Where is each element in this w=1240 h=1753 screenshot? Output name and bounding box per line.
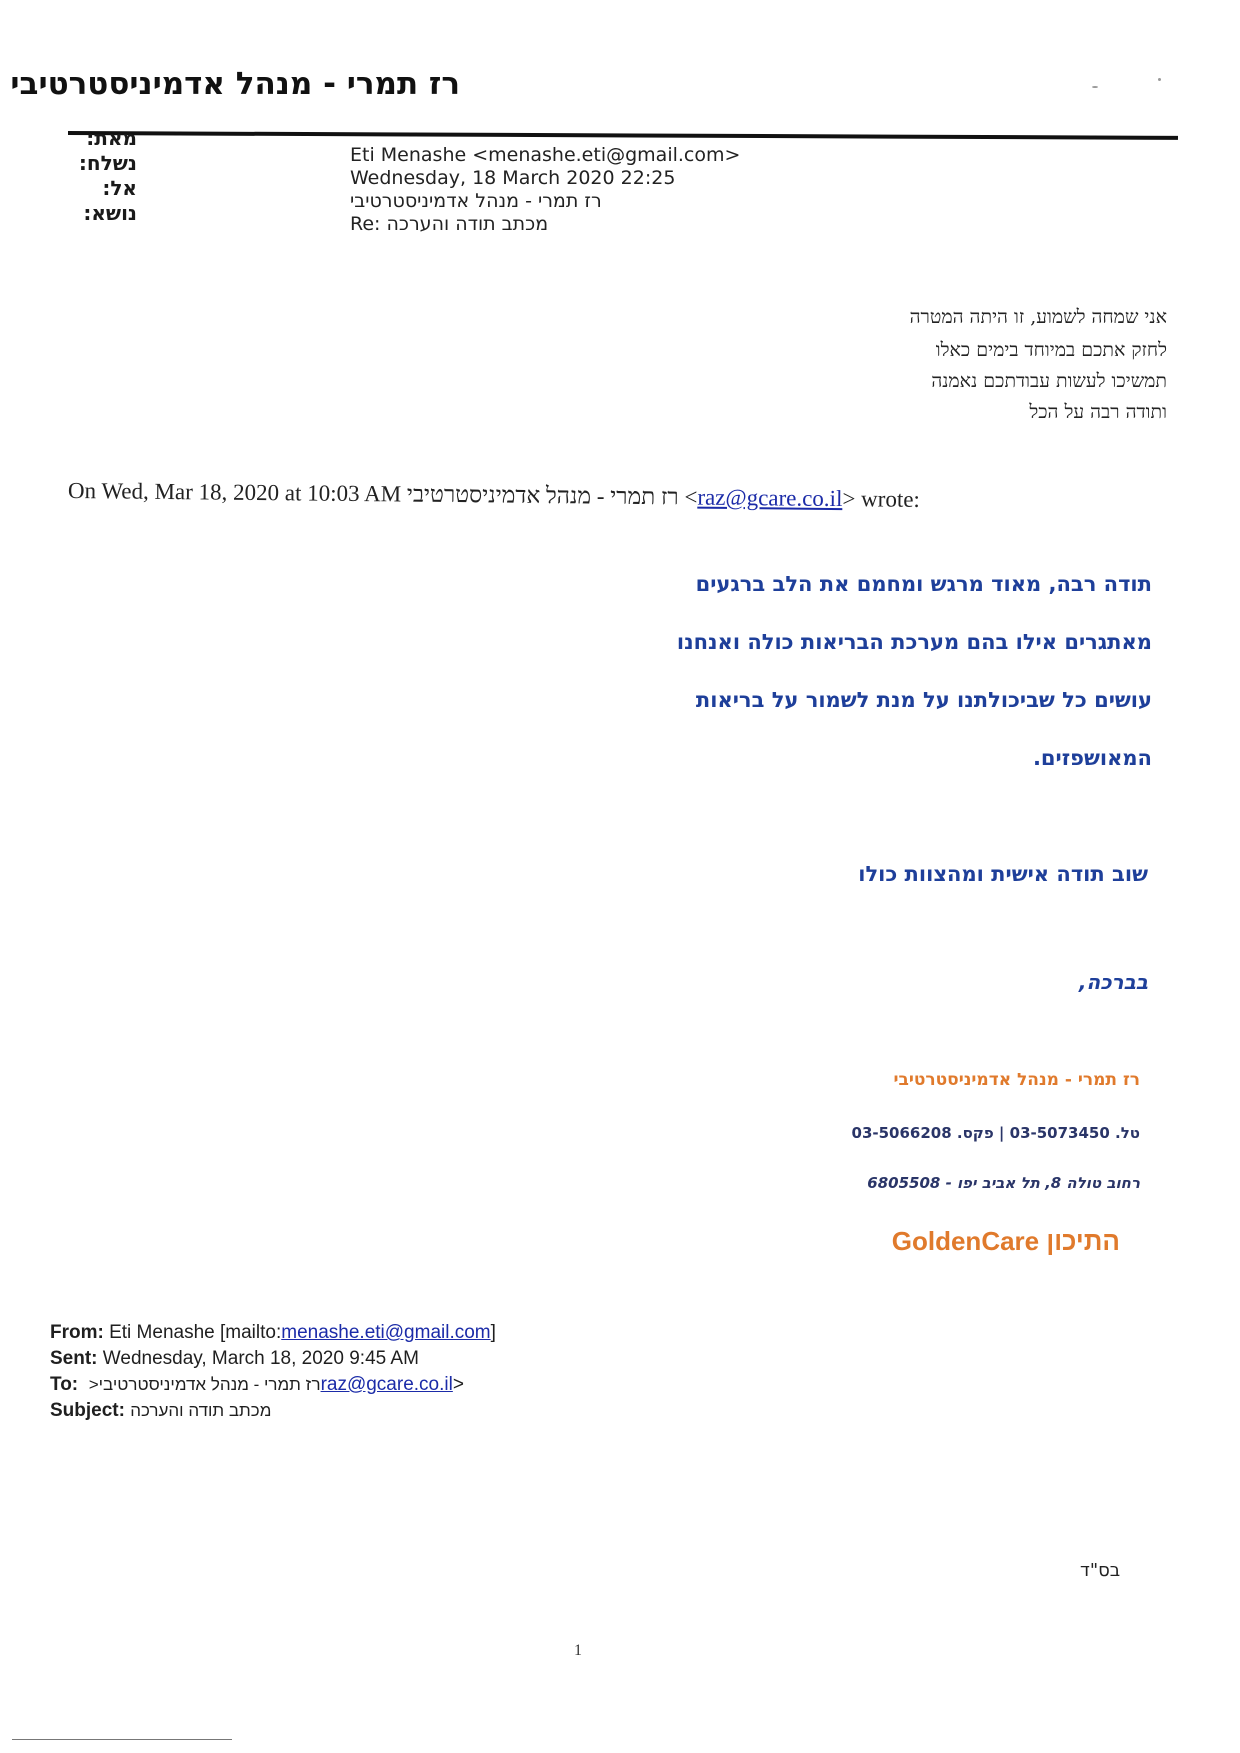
bottom-divider — [12, 1739, 232, 1740]
original-from-name: Eti Menashe [mailto: — [109, 1322, 282, 1343]
original-to-close: > — [452, 1374, 464, 1395]
from-value: Eti Menashe <menashe.eti@gmail.com> — [350, 144, 741, 166]
original-sent-value: Wednesday, March 18, 2020 9:45 AM — [102, 1348, 419, 1369]
original-from-label: From: — [50, 1322, 104, 1343]
to-label: אל: — [102, 176, 137, 200]
original-sent — [50, 1348, 419, 1370]
reply-line: ותודה רבה על הכל — [1029, 401, 1167, 423]
quoted-line: המאושפזים. — [1032, 746, 1152, 770]
quoted-sender-email-link[interactable]: raz@gcare.co.il — [697, 484, 843, 512]
original-to-label: To: — [50, 1374, 79, 1395]
original-to-email-link[interactable]: raz@gcare.co.il — [320, 1374, 453, 1395]
page-title: רז תמרי - מנהל אדמיניסטרטיבי — [10, 66, 460, 102]
to-value: רז תמרי - מנהל אדמיניסטרטיבי — [350, 190, 602, 212]
original-subject-value: מכתב תודה והערכה — [130, 1401, 272, 1420]
thanks-line: שוב תודה אישית ומהצוות כולו — [858, 862, 1148, 886]
original-subject-label: Subject: — [50, 1400, 125, 1421]
subject-value: Re: מכתב תודה והערכה — [350, 213, 549, 235]
original-to-name: רז תמרי - מנהל אדמיניסטרטיבי< — [88, 1375, 321, 1394]
reply-line: אני שמחה לשמוע, זו היתה המטרה — [909, 306, 1167, 328]
page-number: 1 — [574, 1642, 582, 1659]
scan-speck — [1092, 86, 1098, 88]
original-subject — [50, 1400, 271, 1422]
quoted-line: עושים כל שביכולתנו על מנת לשמור על בריאות — [695, 688, 1152, 712]
original-sent-label: Sent: — [50, 1348, 98, 1369]
reply-line: תמשיכו לעשות עבודתכם נאמנה — [931, 370, 1167, 392]
goldencare-logo: GoldenCare התיכון — [891, 1226, 1120, 1256]
signature-phone: טל. 03-5073450 | פקס. 03-5066208 — [851, 1124, 1140, 1142]
subject-label: נושא: — [83, 201, 137, 225]
signature-address: רחוב טולה 8, תל אביב יפו - 6805508 — [867, 1174, 1140, 1192]
quoted-line: תודה רבה, מאוד מרגש ומחמם את הלב ברגעים — [695, 572, 1152, 596]
original-from — [50, 1322, 496, 1344]
regards: בברכה, — [1078, 970, 1148, 994]
bsd-mark: בס"ד — [1080, 1560, 1121, 1581]
original-from-close: ] — [490, 1322, 496, 1343]
from-label: מאת: — [86, 126, 137, 150]
scan-speck — [1158, 78, 1161, 81]
quoted-intro-suffix: > wrote: — [842, 486, 921, 512]
signature-name: רז תמרי - מנהל אדמיניסטרטיבי — [893, 1070, 1140, 1090]
sent-value: Wednesday, 18 March 2020 22:25 — [350, 167, 676, 189]
reply-line: לחזק אתכם במיוחד בימים כאלו — [935, 339, 1167, 361]
original-to — [50, 1374, 464, 1396]
quoted-intro-prefix: On Wed, Mar 18, 2020 at 10:03 AM רז תמרי - מנהל אדמיניסטרטיבי < — [67, 478, 698, 510]
header-divider — [68, 131, 1178, 140]
quoted-line: מאתגרים אילו בהם מערכת הבריאות כולה ואנחנו — [676, 630, 1152, 654]
sent-label: נשלח: — [78, 151, 137, 175]
quoted-intro — [68, 478, 920, 513]
original-from-email-link[interactable]: menashe.eti@gmail.com — [281, 1322, 491, 1343]
